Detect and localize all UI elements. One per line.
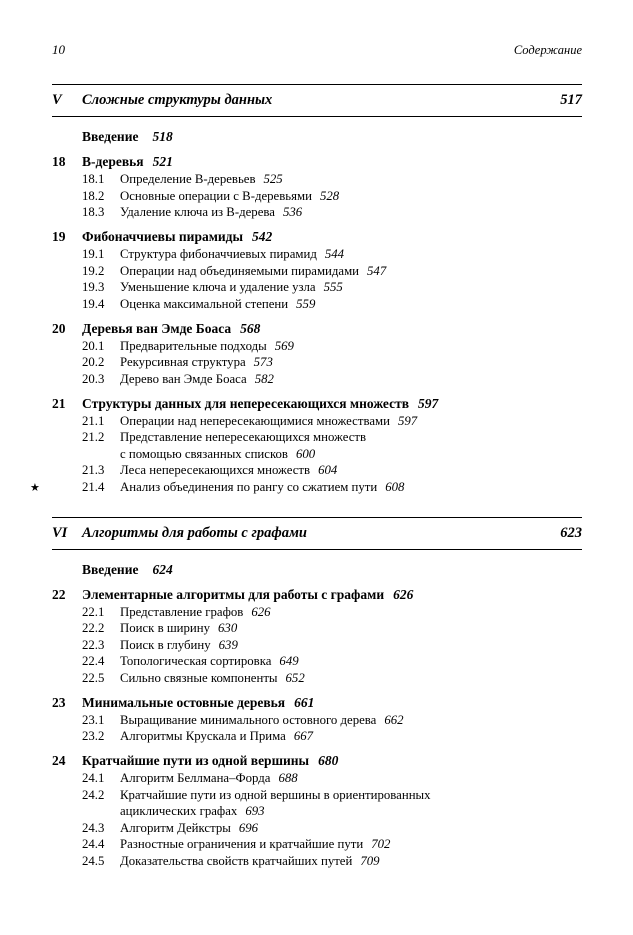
- section-entry[interactable]: [52, 463, 582, 478]
- section-number: 24.1: [82, 771, 105, 785]
- section-page-number: 649: [279, 654, 299, 668]
- chapter-number: 21: [52, 395, 66, 411]
- chapter-entry[interactable]: [52, 753, 582, 769]
- part-title: Алгоритмы для работы с графами: [82, 524, 307, 541]
- section-page-number: 544: [324, 247, 345, 261]
- section-page-number: 608: [385, 479, 405, 494]
- section-title-continued: с помощью связанных списков 600: [120, 446, 316, 461]
- chapter-number: 23: [52, 694, 66, 710]
- part-spacer: [52, 499, 582, 517]
- section-number: 24.3: [82, 820, 105, 835]
- section-body: [120, 372, 582, 387]
- section-page-number: 600: [295, 446, 316, 461]
- chapter-title: Кратчайшие пути из одной вершины: [82, 753, 310, 768]
- section-page-number: 604: [318, 463, 338, 477]
- section-body: [120, 247, 582, 262]
- section-body: [120, 430, 582, 462]
- chapter-title: Минимальные остовные деревья: [82, 694, 286, 710]
- section-page-number: 569: [274, 338, 294, 353]
- part-number: VI: [52, 524, 68, 541]
- section-number: 24.2: [82, 787, 105, 802]
- section-body: [120, 264, 582, 279]
- chapter-number: 19: [52, 229, 66, 244]
- section-number: 23.2: [82, 729, 105, 743]
- section-body: [120, 605, 582, 620]
- section-title: Алгоритм Беллмана–Форда 688: [120, 771, 298, 785]
- section-title: Анализ объединения по рангу со сжатием пути 608: [120, 479, 405, 494]
- section-entry[interactable]: [52, 771, 582, 786]
- part-number: V: [52, 92, 62, 108]
- section-entry[interactable]: [52, 264, 582, 279]
- section-title: Представление графов 626: [120, 604, 271, 619]
- section-title: Алгоритм Дейкстры 696: [120, 820, 259, 835]
- section-title: Удаление ключа из B-дерева 536: [120, 205, 303, 219]
- section-title: Доказательства свойств кратчайших путей 709: [120, 853, 380, 868]
- section-number: 19.3: [82, 280, 105, 294]
- part-page-number: 623: [560, 524, 582, 541]
- page-header: [52, 42, 582, 58]
- section-body: [120, 339, 582, 354]
- section-page-number: 528: [319, 188, 340, 203]
- chapter-entry[interactable]: [52, 321, 582, 337]
- section-page-number: 626: [251, 604, 271, 619]
- chapter-title: B-деревья: [82, 154, 144, 169]
- section-body: [120, 205, 582, 220]
- section-title: Операции над объединяемыми пирамидами 547: [120, 263, 387, 278]
- section-page-number: 547: [367, 263, 387, 278]
- intro-entry[interactable]: [52, 129, 582, 145]
- section-body: [120, 280, 582, 295]
- part-heading[interactable]: [52, 85, 582, 116]
- section-title: Поиск в глубину 639: [120, 637, 238, 652]
- section-number: 21.1: [82, 413, 105, 428]
- section-body: [120, 729, 582, 744]
- section-entry[interactable]: [52, 729, 582, 744]
- section-page-number: 582: [254, 371, 274, 386]
- section-entry[interactable]: [52, 247, 582, 262]
- section-entry[interactable]: [52, 605, 582, 620]
- section-page-number: 652: [285, 670, 305, 685]
- section-body: [120, 837, 582, 852]
- section-title: Поиск в ширину 630: [120, 621, 238, 635]
- section-page-number: 696: [238, 820, 259, 835]
- section-entry[interactable]: [52, 713, 582, 728]
- chapter-entry[interactable]: [52, 396, 582, 412]
- chapter-number: 18: [52, 154, 66, 169]
- chapter-number: 24: [52, 753, 66, 768]
- part-block: [52, 517, 582, 869]
- chapter-title: Фибоначчиевы пирамиды: [82, 229, 244, 244]
- section-number: 18.3: [82, 205, 105, 219]
- section-entry[interactable]: [52, 280, 582, 295]
- section-entry[interactable]: [52, 837, 582, 852]
- section-title: Рекурсивная структура 573: [120, 355, 273, 369]
- section-entry[interactable]: [52, 671, 582, 686]
- section-body: [120, 788, 582, 820]
- section-entry[interactable]: [52, 297, 582, 312]
- chapter-page-number: 626: [393, 586, 414, 602]
- section-number: 19.2: [82, 263, 105, 278]
- section-body: [120, 638, 582, 653]
- section-entry[interactable]: [52, 205, 582, 220]
- section-number: 21.4: [82, 479, 105, 494]
- section-number: 22.5: [82, 670, 105, 685]
- section-title: Дерево ван Эмде Боаса 582: [120, 371, 274, 386]
- section-entry[interactable]: [52, 172, 582, 187]
- section-title: Уменьшение ключа и удаление узла 555: [120, 280, 343, 294]
- section-title: Структура фибоначчиевых пирамид 544: [120, 247, 345, 261]
- section-page-number: 525: [263, 172, 283, 186]
- section-title: Представление непересекающихся множеств: [120, 430, 367, 444]
- section-number: 22.3: [82, 637, 105, 652]
- section-title: Разностные ограничения и кратчайшие пути 702: [120, 837, 391, 851]
- section-number: 18.2: [82, 188, 105, 203]
- section-body: [120, 480, 582, 495]
- part-heading[interactable]: [52, 518, 582, 549]
- section-entry[interactable]: [52, 339, 582, 354]
- chapter-page-number: 680: [318, 753, 339, 768]
- section-body: [120, 854, 582, 869]
- section-entry[interactable]: [52, 821, 582, 836]
- chapter-number: 22: [52, 586, 66, 602]
- section-title: Основные операции с B-деревьями 528: [120, 188, 340, 203]
- chapter-entry[interactable]: [52, 587, 582, 603]
- section-entry[interactable]: [52, 621, 582, 636]
- section-body: [120, 414, 582, 429]
- part-title: Сложные структуры данных: [82, 92, 273, 108]
- section-page-number: 536: [282, 205, 303, 219]
- star-icon: ★: [30, 481, 40, 494]
- section-title: Операции над непересекающимися множествами 597: [120, 413, 418, 428]
- section-entry[interactable]: [52, 414, 582, 429]
- section-entry[interactable]: [52, 654, 582, 669]
- section-body: [120, 654, 582, 669]
- toc-content: [30, 84, 582, 873]
- section-number: 22.1: [82, 604, 105, 619]
- section-page-number: 639: [218, 637, 238, 652]
- chapter-page-number: 661: [294, 694, 315, 710]
- section-page-number: 630: [218, 621, 238, 635]
- section-page-number: 662: [384, 712, 404, 727]
- section-number: 20.2: [82, 355, 105, 369]
- section-number: 18.1: [82, 172, 105, 186]
- section-entry[interactable]: [30, 479, 582, 495]
- section-body: [120, 189, 582, 204]
- section-body: [120, 821, 582, 836]
- chapter-page-number: 568: [240, 320, 261, 336]
- section-number: 22.2: [82, 621, 105, 635]
- chapter-number: 20: [52, 320, 66, 336]
- intro-entry[interactable]: [52, 562, 582, 578]
- section-page-number: 693: [245, 804, 265, 818]
- chapter-entry[interactable]: [52, 229, 582, 245]
- section-number: 19.1: [82, 247, 105, 261]
- section-entry[interactable]: [52, 788, 582, 820]
- section-number: 24.4: [82, 837, 105, 851]
- section-body: [120, 297, 582, 312]
- section-title: Сильно связные компоненты 652: [120, 670, 305, 685]
- intro-page-number: 518: [152, 129, 173, 144]
- section-number: 20.1: [82, 338, 105, 353]
- section-title: Топологическая сортировка 649: [120, 654, 299, 668]
- section-body: [120, 172, 582, 187]
- section-page-number: 559: [296, 296, 316, 311]
- section-entry[interactable]: [52, 355, 582, 370]
- section-body: [120, 355, 582, 370]
- section-entry[interactable]: [52, 430, 582, 462]
- divider: [52, 549, 582, 550]
- chapter-title: Элементарные алгоритмы для работы с графами: [82, 586, 385, 602]
- section-page-number: 709: [360, 853, 380, 868]
- section-body: [120, 671, 582, 686]
- section-title-continued: ациклических графах 693: [120, 804, 265, 818]
- chapter-title: Структуры данных для непересекающихся множеств: [82, 395, 410, 411]
- section-body: [120, 621, 582, 636]
- section-page-number: 702: [371, 837, 391, 851]
- section-page-number: 573: [253, 355, 273, 369]
- section-title: Предварительные подходы 569: [120, 338, 294, 353]
- section-page-number: 667: [293, 729, 314, 743]
- chapter-page-number: 521: [152, 154, 173, 169]
- section-number: 24.5: [82, 853, 105, 868]
- section-number: 21.2: [82, 430, 105, 444]
- chapter-title: Деревья ван Эмде Боаса: [82, 320, 232, 336]
- chapter-page-number: 542: [252, 229, 273, 244]
- section-title: Алгоритмы Крускала и Прима 667: [120, 729, 314, 743]
- chapter-entry[interactable]: [52, 154, 582, 170]
- section-page-number: 555: [323, 280, 343, 294]
- section-body: [120, 771, 582, 786]
- section-number: 21.3: [82, 463, 105, 477]
- intro-page-number: 624: [152, 561, 173, 577]
- section-number: 22.4: [82, 654, 105, 668]
- section-entry[interactable]: [52, 189, 582, 204]
- section-body: [120, 463, 582, 478]
- part-block: [30, 84, 582, 495]
- section-entry[interactable]: [52, 638, 582, 653]
- intro-label: Введение: [82, 561, 139, 577]
- chapter-page-number: 597: [418, 395, 439, 411]
- chapter-entry[interactable]: [52, 695, 582, 711]
- section-number: 20.3: [82, 371, 105, 386]
- section-title: Выращивание минимального остовного дерева 662: [120, 712, 404, 727]
- page-number: 10: [52, 42, 65, 57]
- section-entry[interactable]: [52, 372, 582, 387]
- section-number: 19.4: [82, 296, 105, 311]
- section-title: Леса непересекающихся множеств 604: [120, 463, 338, 477]
- intro-label: Введение: [82, 129, 139, 144]
- section-page-number: 688: [278, 771, 298, 785]
- section-number: 23.1: [82, 712, 105, 727]
- section-title: Оценка максимальной степени 559: [120, 296, 316, 311]
- section-entry[interactable]: [52, 854, 582, 869]
- part-page-number: 517: [560, 92, 582, 108]
- section-body: [120, 713, 582, 728]
- section-title: Определение B-деревьев 525: [120, 172, 283, 186]
- running-title: Содержание: [513, 43, 582, 57]
- section-page-number: 597: [397, 413, 418, 428]
- divider: [52, 116, 582, 117]
- section-title: Кратчайшие пути из одной вершины в ориентированных: [120, 787, 431, 802]
